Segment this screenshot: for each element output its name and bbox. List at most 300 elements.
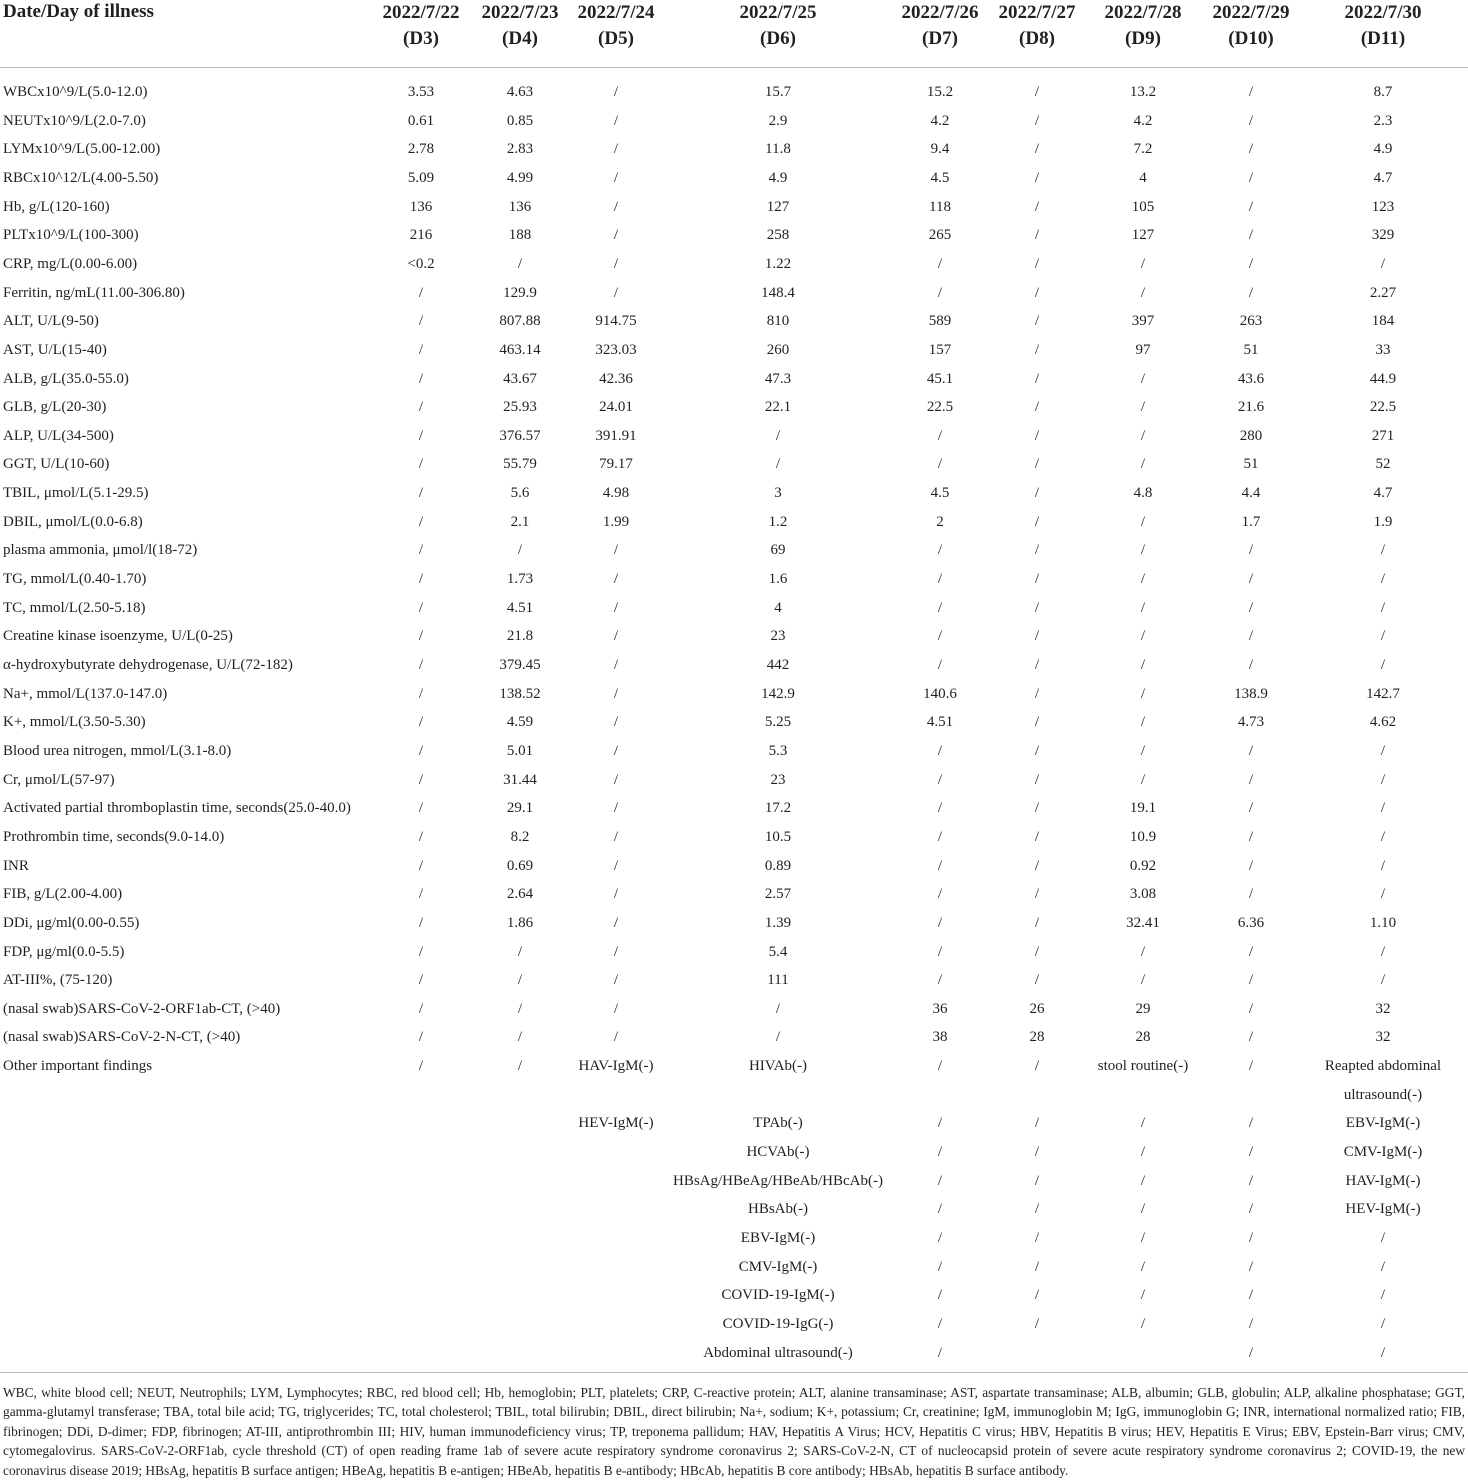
table-cell: / [937, 1058, 943, 1075]
row-label: K+, mmol/L(3.50-5.30) [3, 714, 146, 731]
table-cell: / [1248, 771, 1254, 788]
table-row [0, 996, 1468, 1024]
table-cell: / [1140, 1144, 1146, 1161]
table-cell: 2.57 [764, 886, 792, 903]
table-cell: / [1380, 1315, 1386, 1332]
table-cell: / [1034, 1144, 1040, 1161]
header-day: (D8) [1019, 28, 1055, 49]
table-cell: / [1034, 972, 1040, 989]
table-cell: / [1034, 84, 1040, 100]
table-cell: / [418, 914, 424, 931]
table-cell: / [613, 112, 619, 129]
table-cell: / [418, 771, 424, 788]
table-row [0, 1053, 1468, 1081]
table-row [0, 709, 1468, 737]
table-cell: / [1034, 399, 1040, 416]
table-cell: 55.79 [503, 456, 537, 473]
table-cell: HBsAb(-) [748, 1201, 808, 1218]
table-cell: / [1034, 284, 1040, 301]
header-day: (D10) [1228, 28, 1274, 49]
row-label: NEUTx10^9/L(2.0-7.0) [3, 112, 146, 129]
table-cell: / [418, 685, 424, 702]
table-cell: / [1140, 685, 1146, 702]
table-cell: / [1034, 427, 1040, 444]
table-cell: 4 [1139, 169, 1147, 186]
table-cell: HIVAb(-) [748, 1058, 808, 1075]
table-cell: 4.2 [930, 112, 950, 129]
table-cell: / [1248, 742, 1254, 759]
table-row [0, 738, 1468, 766]
table-cell: / [613, 255, 619, 272]
table-cell: / [1034, 1115, 1040, 1132]
table-cell: 807.88 [499, 313, 541, 330]
table-cell: / [1380, 1258, 1386, 1275]
table-cell: 4.73 [1237, 714, 1265, 731]
table-cell: / [1034, 943, 1040, 960]
table-cell: / [1380, 1287, 1386, 1304]
table-cell: 97 [1135, 341, 1151, 358]
header-label: Date/Day of illness [3, 1, 154, 22]
row-label: RBCx10^12/L(4.00-5.50) [3, 169, 159, 186]
table-cell: 1.6 [768, 571, 788, 588]
table-cell: / [1380, 800, 1386, 817]
table-cell: / [517, 972, 523, 989]
table-row [0, 251, 1468, 279]
table-cell: / [1034, 1258, 1040, 1275]
row-label: plasma ammonia, μmol/l(18-72) [3, 542, 198, 559]
row-label: Activated partial thromboplastin time, seconds(25.0-40.0) [3, 800, 351, 817]
table-cell: / [1248, 1230, 1254, 1246]
table-cell: / [937, 628, 943, 645]
table-cell: 7.2 [1133, 141, 1153, 158]
row-label: PLTx10^9/L(100-300) [3, 227, 139, 244]
table-cell: / [1034, 456, 1040, 473]
table-row [0, 1340, 1468, 1368]
table-cell: / [613, 628, 619, 645]
table-cell: / [1140, 742, 1146, 759]
table-cell: / [418, 1058, 424, 1075]
table-cell: 914.75 [595, 313, 637, 330]
table-row [0, 853, 1468, 881]
row-label: (nasal swab)SARS-CoV-2-ORF1ab-CT, (>40) [3, 1000, 281, 1017]
table-cell: 184 [1371, 313, 1395, 330]
table-cell: / [1248, 886, 1254, 903]
row-label: GGT, U/L(10-60) [3, 456, 110, 473]
table-cell: / [1034, 571, 1040, 588]
table-cell: / [1380, 886, 1386, 903]
table-cell: / [418, 485, 424, 502]
table-row [0, 967, 1468, 995]
table-cell: / [613, 685, 619, 702]
row-label: DDi, μg/ml(0.00-0.55) [3, 914, 140, 931]
table-row [0, 1196, 1468, 1224]
table-cell: 0.92 [1129, 857, 1157, 874]
table-cell: / [1140, 370, 1146, 387]
table-cell: 260 [766, 341, 790, 358]
row-label: Creatine kinase isoenzyme, U/L(0-25) [3, 628, 233, 645]
table-cell: 376.57 [499, 427, 541, 444]
table-cell: COVID-19-IgG(-) [722, 1315, 834, 1332]
row-label: ALP, U/L(34-500) [3, 427, 114, 444]
table-cell: 5.09 [407, 169, 435, 186]
table-cell: / [418, 943, 424, 960]
table-cell: 15.2 [926, 84, 954, 100]
row-label: Na+, mmol/L(137.0-147.0) [3, 685, 168, 702]
table-row [0, 79, 1468, 107]
table-cell: / [1380, 771, 1386, 788]
table-cell: / [1248, 198, 1254, 215]
table-cell: / [775, 456, 781, 473]
table-cell: / [1034, 886, 1040, 903]
table-cell: 0.61 [407, 112, 435, 129]
table-cell: / [775, 1000, 781, 1017]
header-date: 2022/7/22 [382, 2, 460, 23]
table-cell: / [1248, 255, 1254, 272]
table-cell: 4.9 [1373, 141, 1393, 158]
table-cell: 29 [1135, 1000, 1151, 1017]
table-cell: / [937, 800, 943, 817]
table-cell: / [1140, 943, 1146, 960]
table-cell: 810 [766, 313, 790, 330]
header-date-col [481, 0, 558, 52]
table-cell: / [1380, 255, 1386, 272]
table-cell: 36 [932, 1000, 948, 1017]
table-row [0, 1139, 1468, 1167]
table-cell: / [418, 628, 424, 645]
header-rule [0, 67, 1468, 68]
table-cell: 5.25 [764, 714, 792, 731]
table-cell: / [1248, 1000, 1254, 1017]
table-cell: / [613, 886, 619, 903]
table-row [0, 451, 1468, 479]
table-cell: / [1140, 1201, 1146, 1218]
table-cell: / [517, 255, 523, 272]
table-cell: / [1034, 742, 1040, 759]
table-cell: / [1248, 169, 1254, 186]
table-cell: / [1034, 141, 1040, 158]
table-row [0, 1110, 1468, 1138]
table-cell: / [613, 972, 619, 989]
table-cell: 8.2 [510, 828, 530, 845]
table-cell: 271 [1371, 427, 1395, 444]
table-cell: / [1380, 742, 1386, 759]
table-cell: 127 [766, 198, 790, 215]
table-cell: 4.98 [602, 485, 630, 502]
table-cell: 123 [1371, 198, 1395, 215]
table-row [0, 795, 1468, 823]
table-cell: 23 [770, 628, 786, 645]
table-cell: 6.36 [1237, 914, 1265, 931]
table-cell: 323.03 [595, 341, 637, 358]
table-cell: / [1034, 513, 1040, 530]
table-cell: <0.2 [407, 255, 435, 272]
table-cell: / [418, 857, 424, 874]
table-cell: 4.59 [506, 714, 534, 731]
table-row [0, 824, 1468, 852]
table-cell: / [1140, 657, 1146, 673]
row-label: FDP, μg/ml(0.0-5.5) [3, 943, 125, 960]
header-date: 2022/7/30 [1344, 2, 1422, 23]
table-cell: / [1140, 714, 1146, 731]
table-cell: / [1140, 1287, 1146, 1304]
table-cell: / [517, 542, 523, 559]
table-cell: 379.45 [499, 657, 541, 673]
table-cell: / [1248, 1172, 1254, 1189]
table-cell: / [1034, 313, 1040, 330]
table-cell: 265 [928, 227, 952, 244]
header-day: (D11) [1360, 28, 1406, 49]
table-cell: / [1248, 112, 1254, 129]
table-cell: 51 [1243, 341, 1259, 358]
table-cell: / [1248, 857, 1254, 874]
row-label: TC, mmol/L(2.50-5.18) [3, 599, 146, 616]
table-cell: / [613, 742, 619, 759]
table-cell: 28 [1029, 1029, 1045, 1046]
table-cell: 105 [1131, 198, 1155, 215]
table-row [0, 423, 1468, 451]
table-cell: / [418, 1029, 424, 1046]
table-cell: TPAb(-) [753, 1115, 803, 1132]
table-cell: / [937, 943, 943, 960]
table-cell: / [1248, 84, 1254, 100]
table-cell: 4.9 [768, 169, 788, 186]
table-cell: / [1248, 227, 1254, 244]
table-row [0, 108, 1468, 136]
table-cell: / [1140, 427, 1146, 444]
table-cell: 47.3 [764, 370, 792, 387]
table-cell: / [937, 972, 943, 989]
table-cell: / [1380, 571, 1386, 588]
table-cell: / [1034, 1315, 1040, 1332]
row-label: ALB, g/L(35.0-55.0) [3, 370, 129, 387]
table-cell: 111 [767, 972, 789, 989]
table-cell: / [1380, 943, 1386, 960]
table-cell: 2.83 [506, 141, 534, 158]
table-cell: 10.5 [764, 828, 792, 845]
table-cell: / [937, 657, 943, 673]
table-cell: / [418, 513, 424, 530]
table-cell: / [937, 542, 943, 559]
table-cell: / [1248, 800, 1254, 817]
table-cell: 589 [928, 313, 952, 330]
table-cell: 51 [1243, 456, 1259, 473]
header-date: 2022/7/27 [998, 2, 1076, 23]
table-cell: / [1140, 456, 1146, 473]
row-label: DBIL, μmol/L(0.0-6.8) [3, 513, 143, 530]
table-cell: / [613, 141, 619, 158]
table-cell: 10.9 [1129, 828, 1157, 845]
table-cell: / [1034, 914, 1040, 931]
table-cell: / [775, 427, 781, 444]
table-cell: / [1034, 599, 1040, 616]
table-cell: / [613, 599, 619, 616]
table-cell: / [1034, 542, 1040, 559]
table-cell: / [418, 886, 424, 903]
table-cell: / [1380, 628, 1386, 645]
table-cell: / [613, 828, 619, 845]
header-day: (D6) [760, 28, 796, 49]
table-cell: / [613, 542, 619, 559]
table-cell: / [1140, 1315, 1146, 1332]
table-row [0, 623, 1468, 651]
table-cell: 136 [409, 198, 433, 215]
table-cell: 2.9 [768, 112, 788, 129]
table-cell: / [418, 456, 424, 473]
table-cell: / [418, 714, 424, 731]
table-cell: / [1248, 571, 1254, 588]
table-cell: 1.10 [1369, 914, 1397, 931]
table-cell: 19.1 [1129, 800, 1157, 817]
row-label: INR [3, 857, 29, 874]
table-cell: 118 [929, 198, 951, 215]
table-cell: 69 [770, 542, 786, 559]
table-cell: stool routine(-) [1097, 1058, 1189, 1075]
table-cell: 44.9 [1369, 370, 1397, 387]
table-cell: / [1034, 685, 1040, 702]
table-cell: / [613, 714, 619, 731]
table-cell: / [1034, 1201, 1040, 1218]
table-cell: / [1140, 571, 1146, 588]
table-row [0, 308, 1468, 336]
row-label: Prothrombin time, seconds(9.0-14.0) [3, 828, 225, 845]
table-cell: 15.7 [764, 84, 792, 100]
table-cell: 129.9 [503, 284, 537, 301]
table-cell: / [613, 571, 619, 588]
header-day: (D9) [1125, 28, 1161, 49]
table-cell: HCVAb(-) [746, 1144, 810, 1161]
table-cell: / [1034, 112, 1040, 129]
table-cell: HAV-IgM(-) [578, 1058, 654, 1075]
table-cell: / [937, 456, 943, 473]
table-cell: 142.9 [761, 685, 795, 702]
table-cell: / [937, 427, 943, 444]
header-date: 2022/7/23 [481, 2, 559, 23]
table-cell: 4.4 [1241, 485, 1261, 502]
table-cell: / [1140, 284, 1146, 301]
row-label: LYMx10^9/L(5.00-12.00) [3, 141, 161, 158]
table-cell: / [1034, 227, 1040, 244]
table-cell: 280 [1239, 427, 1263, 444]
table-cell: / [1140, 972, 1146, 989]
table-cell: / [418, 657, 424, 673]
table-cell: 2.27 [1369, 284, 1397, 301]
table-cell: 216 [409, 227, 433, 244]
table-cell: 258 [766, 227, 790, 244]
table-cell: 1.39 [764, 914, 792, 931]
header-day: (D4) [502, 28, 538, 49]
header-date: 2022/7/28 [1104, 2, 1182, 23]
table-cell: 2.78 [407, 141, 435, 158]
table-row [0, 222, 1468, 250]
table-cell: / [937, 1115, 943, 1132]
table-cell: / [937, 1172, 943, 1189]
table-row [0, 280, 1468, 308]
table-cell: / [937, 1144, 943, 1161]
table-cell: / [1034, 1172, 1040, 1189]
table-cell: / [1034, 828, 1040, 845]
table-cell: / [1380, 657, 1386, 673]
table-cell: / [418, 742, 424, 759]
table-cell: 21.6 [1237, 399, 1265, 416]
table-cell: 17.2 [764, 800, 792, 817]
table-row [0, 566, 1468, 594]
table-cell: 42.36 [599, 370, 633, 387]
table-cell: 0.85 [506, 112, 534, 129]
table-cell: / [1140, 599, 1146, 616]
table-cell: / [1034, 341, 1040, 358]
table-cell: / [937, 857, 943, 874]
table-cell: CMV-IgM(-) [738, 1258, 818, 1275]
table-cell: / [1034, 198, 1040, 215]
table-row [0, 1082, 1468, 1110]
table-cell: 136 [508, 198, 532, 215]
table-cell: HBsAg/HBeAg/HBeAb/HBcAb(-) [673, 1172, 883, 1189]
table-cell: 5.6 [510, 485, 530, 502]
table-cell: 329 [1371, 227, 1395, 244]
table-cell: / [937, 255, 943, 272]
table-cell: / [613, 1000, 619, 1017]
table-cell: / [613, 914, 619, 931]
table-cell: / [613, 198, 619, 215]
table-cell: / [1034, 169, 1040, 186]
table-cell: / [937, 1315, 943, 1332]
table-cell: 52 [1375, 456, 1391, 473]
table-cell: / [1034, 800, 1040, 817]
table-cell: ultrasound(-) [1343, 1086, 1423, 1103]
table-cell: / [1380, 828, 1386, 845]
table-row [0, 537, 1468, 565]
table-cell: / [937, 1344, 943, 1361]
table-cell: / [1380, 1230, 1386, 1246]
table-cell: / [937, 914, 943, 931]
table-cell: / [418, 399, 424, 416]
row-label: FIB, g/L(2.00-4.00) [3, 886, 123, 903]
table-cell: / [937, 284, 943, 301]
table-cell: 397 [1131, 313, 1155, 330]
table-cell: 148.4 [761, 284, 795, 301]
row-label: TBIL, μmol/L(5.1-29.5) [3, 485, 149, 502]
table-cell: 28 [1135, 1029, 1151, 1046]
row-label: WBCx10^9/L(5.0-12.0) [3, 84, 148, 100]
row-label: TG, mmol/L(0.40-1.70) [3, 571, 147, 588]
header-date-col [1212, 0, 1289, 52]
table-cell: 25.93 [503, 399, 537, 416]
table-cell: / [1248, 542, 1254, 559]
table-row [0, 394, 1468, 422]
header-date-col [1104, 0, 1181, 52]
table-cell: / [1248, 1058, 1254, 1075]
table-cell: / [613, 771, 619, 788]
table-cell: 3.08 [1129, 886, 1157, 903]
table-cell: / [1248, 1115, 1254, 1132]
table-cell: 4.51 [926, 714, 954, 731]
table-cell: / [1248, 1287, 1254, 1304]
table-cell: / [1248, 284, 1254, 301]
table-cell: 5.01 [506, 742, 534, 759]
table-cell: 32 [1375, 1000, 1391, 1017]
table-cell: 1.9 [1373, 513, 1393, 530]
table-cell: 140.6 [923, 685, 957, 702]
header-date-col [382, 0, 459, 52]
header-date-col [1344, 0, 1421, 52]
table-cell: / [1248, 1144, 1254, 1161]
table-cell: / [937, 571, 943, 588]
table-cell: 29.1 [506, 800, 534, 817]
table-cell: / [418, 284, 424, 301]
table-cell: 0.89 [764, 857, 792, 874]
table-cell: / [613, 227, 619, 244]
table-bottom-rule [0, 1372, 1468, 1373]
